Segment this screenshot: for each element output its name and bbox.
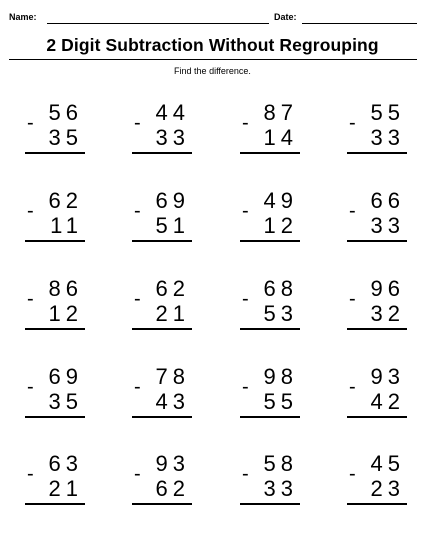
- subtrahend: 35: [48, 125, 83, 150]
- subtraction-problem: [240, 364, 300, 428]
- minuend: 87: [263, 100, 298, 125]
- minus-sign: -: [27, 288, 34, 310]
- minuend: 62: [155, 276, 190, 301]
- subtrahend: 33: [370, 213, 405, 238]
- minus-sign: -: [349, 463, 356, 485]
- answer-line[interactable]: [347, 152, 407, 154]
- subtraction-problem: [25, 100, 85, 164]
- subtraction-problem: [240, 188, 300, 252]
- subtrahend: 32: [370, 301, 405, 326]
- minus-sign: -: [242, 200, 249, 222]
- answer-line[interactable]: [347, 416, 407, 418]
- minuend: 93: [155, 451, 190, 476]
- name-field[interactable]: [47, 23, 269, 24]
- subtraction-problem: [240, 451, 300, 515]
- minus-sign: -: [134, 288, 141, 310]
- subtraction-problem: [132, 276, 192, 340]
- subtrahend: 43: [155, 389, 190, 414]
- answer-line[interactable]: [132, 503, 192, 505]
- minus-sign: -: [349, 112, 356, 134]
- answer-line[interactable]: [240, 503, 300, 505]
- date-field[interactable]: [302, 23, 417, 24]
- minus-sign: -: [242, 112, 249, 134]
- answer-line[interactable]: [25, 416, 85, 418]
- worksheet-header: [9, 12, 416, 26]
- minuend: 93: [370, 364, 405, 389]
- minuend: 44: [155, 100, 190, 125]
- subtrahend: 21: [48, 476, 83, 501]
- subtraction-problem: [347, 276, 407, 340]
- subtraction-problem: [240, 276, 300, 340]
- minus-sign: -: [349, 288, 356, 310]
- subtraction-problem: [132, 364, 192, 428]
- minus-sign: -: [27, 200, 34, 222]
- minus-sign: -: [242, 288, 249, 310]
- date-label: Date:: [274, 12, 297, 22]
- answer-line[interactable]: [25, 240, 85, 242]
- subtrahend: 33: [263, 476, 298, 501]
- answer-line[interactable]: [240, 328, 300, 330]
- subtraction-problem: [132, 188, 192, 252]
- answer-line[interactable]: [347, 240, 407, 242]
- subtrahend: 12: [48, 301, 83, 326]
- subtraction-problem: [25, 364, 85, 428]
- minuend: 86: [48, 276, 83, 301]
- minus-sign: -: [349, 200, 356, 222]
- minus-sign: -: [134, 200, 141, 222]
- subtraction-problem: [347, 451, 407, 515]
- subtrahend: 51: [155, 213, 190, 238]
- subtraction-problem: [347, 364, 407, 428]
- subtraction-problem: [347, 188, 407, 252]
- minus-sign: -: [134, 463, 141, 485]
- answer-line[interactable]: [240, 416, 300, 418]
- answer-line[interactable]: [132, 416, 192, 418]
- title-divider: [9, 59, 417, 60]
- answer-line[interactable]: [347, 503, 407, 505]
- minuend: 63: [48, 451, 83, 476]
- subtrahend: 55: [263, 389, 298, 414]
- name-label: Name:: [9, 12, 37, 22]
- minuend: 58: [263, 451, 298, 476]
- answer-line[interactable]: [25, 152, 85, 154]
- subtrahend: 62: [155, 476, 190, 501]
- page-title: 2 Digit Subtraction Without Regrouping: [46, 35, 379, 55]
- subtrahend: 53: [263, 301, 298, 326]
- subtraction-problem: [25, 451, 85, 515]
- minus-sign: -: [134, 112, 141, 134]
- answer-line[interactable]: [132, 240, 192, 242]
- subtrahend: 11: [50, 213, 83, 238]
- answer-line[interactable]: [132, 328, 192, 330]
- minuend: 49: [263, 188, 298, 213]
- subtrahend: 21: [155, 301, 190, 326]
- subtrahend: 12: [263, 213, 298, 238]
- minuend: 66: [370, 188, 405, 213]
- answer-line[interactable]: [240, 152, 300, 154]
- subtrahend: 33: [370, 125, 405, 150]
- answer-line[interactable]: [240, 240, 300, 242]
- subtraction-problem: [132, 451, 192, 515]
- minuend: 55: [370, 100, 405, 125]
- subtraction-problem: [25, 188, 85, 252]
- subtrahend: 33: [155, 125, 190, 150]
- minus-sign: -: [242, 463, 249, 485]
- minuend: 68: [263, 276, 298, 301]
- subtrahend: 42: [370, 389, 405, 414]
- subtrahend: 14: [263, 125, 298, 150]
- subtraction-problem: [132, 100, 192, 164]
- subtrahend: 23: [370, 476, 405, 501]
- minuend: 96: [370, 276, 405, 301]
- answer-line[interactable]: [132, 152, 192, 154]
- minuend: 62: [48, 188, 83, 213]
- answer-line[interactable]: [347, 328, 407, 330]
- minus-sign: -: [27, 376, 34, 398]
- minuend: 45: [370, 451, 405, 476]
- minus-sign: -: [27, 112, 34, 134]
- minuend: 69: [48, 364, 83, 389]
- subtraction-problem: [347, 100, 407, 164]
- minuend: 69: [155, 188, 190, 213]
- minus-sign: -: [27, 463, 34, 485]
- subtrahend: 35: [48, 389, 83, 414]
- subtraction-problem: [25, 276, 85, 340]
- answer-line[interactable]: [25, 328, 85, 330]
- minus-sign: -: [242, 376, 249, 398]
- minuend: 98: [263, 364, 298, 389]
- instruction-text: Find the difference.: [174, 66, 251, 76]
- answer-line[interactable]: [25, 503, 85, 505]
- minuend: 78: [155, 364, 190, 389]
- subtraction-problem: [240, 100, 300, 164]
- minus-sign: -: [134, 376, 141, 398]
- minuend: 56: [48, 100, 83, 125]
- minus-sign: -: [349, 376, 356, 398]
